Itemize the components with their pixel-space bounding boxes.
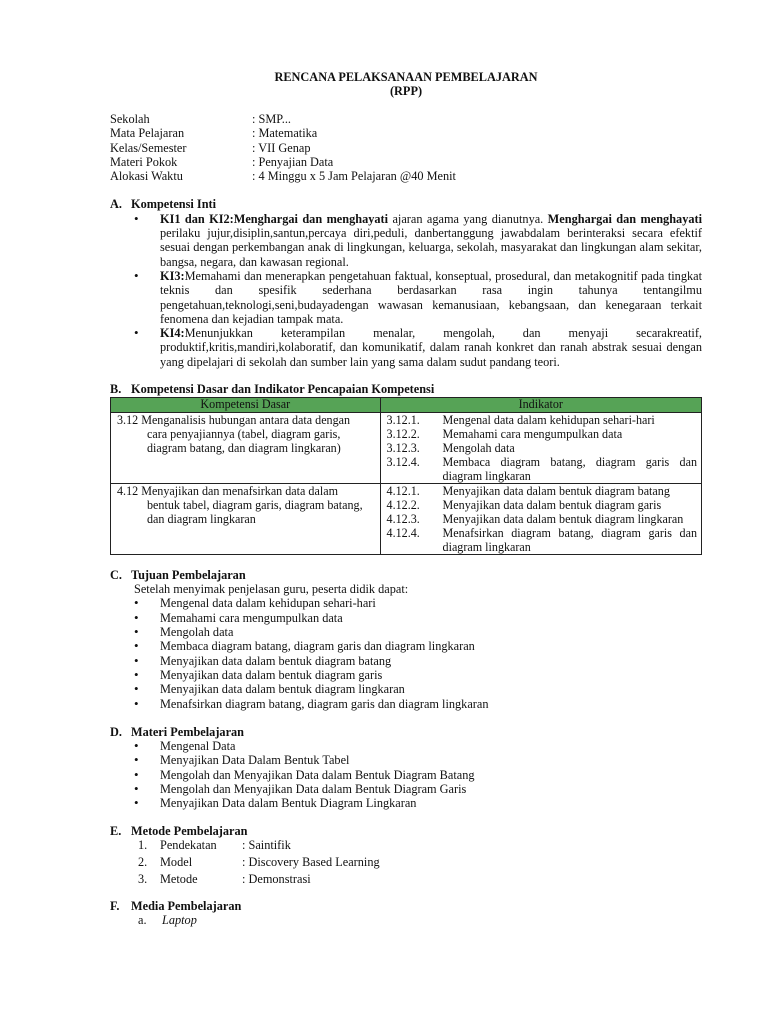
list-item: • Mengolah dan Menyajikan Data dalam Bentuk Diagram Garis [110,782,702,796]
section-heading: C. Tujuan Pembelajaran [110,567,246,582]
identity-block [110,112,702,183]
ki-item-1: • KI1 dan KI2:Menghargai dan menghayati ajaran agama yang dianutnya. Menghargai dan menghayati perilaku jujur,disiplin,santun,percaya diri,peduli, danbertanggung jawabdalam berinteraksi secara efektif sesuai dengan perkembangan anak di lingkungan, keluarga, sekolah, masyarakat dan lingkungan alam sekitar, bangsa, negara, dan kawasan regional. [110,212,702,269]
info-row [110,141,702,155]
list-item: • Menyajikan data dalam bentuk diagram garis [110,668,702,682]
indicator-item: 3.12.2. Memahami cara mengumpulkan data [386,426,623,441]
ki-item-3: • KI3:Memahami dan menerapkan pengetahuan faktual, konseptual, prosedural, dan metakognitif pada tingkat teknis dan spesifik sederhana berdasarkan rasa ingin tahunya tentangilmu pengetahuan,teknologi,seni,budayadengan wawasan kemanusiaan, kebangsaan, dan kenegaraan terkait fenomena dan kejadian tampak mata. [110,269,702,326]
section-heading: D. Materi Pembelajaran [110,724,245,739]
title-line-2: (RPP) [389,84,423,98]
indicator-item: 3.12.1. Mengenal data dalam kehidupan sehari-hari [386,412,655,427]
section-media [110,899,702,928]
section-materi [110,725,702,811]
list-item: • Membaca diagram batang, diagram garis dan diagram lingkaran [110,639,702,653]
info-row [110,126,702,140]
section-heading: A. Kompetensi Inti [110,197,217,212]
list-item: • Menyajikan Data Dalam Bentuk Tabel [110,753,702,767]
section-tujuan [110,568,702,711]
indicator-item: 4.12.2. Menyajikan data dalam bentuk diagram garis [386,497,662,512]
list-item: • Menyajikan data dalam bentuk diagram batang [110,654,702,668]
info-label: Mata Pelajaran [110,126,185,141]
ki-item-4: • KI4:Menunjukkan keterampilan menalar, mengolah, dan menyaji secarakreatif, produktif,kritis,mandiri,kolaboratif, dan komunikatif, dalam ranah konkret dan ranah abstrak sesuai dengan yang dipelajari di sekolah dan sumber lain yang sama dalam sudut pandang teori. [110,326,702,369]
info-label: Alokasi Waktu [110,169,183,184]
table-header-indikator: Indikator [380,398,701,413]
list-item: a. Laptop [138,913,197,928]
section-heading: E. Metode Pembelajaran [110,823,248,838]
section-kompetensi-inti [110,197,702,369]
list-item: • Mengolah dan Menyajikan Data dalam Bentuk Diagram Batang [110,768,702,782]
table-header-kd: Kompetensi Dasar [111,398,381,413]
document-title [110,70,702,98]
list-item: • Memahami cara mengumpulkan data [110,611,702,625]
indicator-item: 4.12.3. Menyajikan data dalam bentuk diagram lingkaran [386,511,684,526]
section-heading: F. Media Pembelajaran [110,898,242,913]
info-row [110,112,702,126]
materi-list [110,739,702,810]
tujuan-list [110,596,702,710]
kd-text: 3.12 Menganalisis hubungan antara data dengan cara penyajiannya (tabel, diagram garis, diagram batang, dan diagram lingkaran) [117,412,351,455]
section-kompetensi-dasar [110,382,702,555]
list-item: • Menyajikan data dalam bentuk diagram lingkaran [110,682,702,696]
table-row [111,483,702,554]
section-heading: B. Kompetensi Dasar dan Indikator Pencapaian Kompetensi [110,382,435,397]
indicator-item: 4.12.4. Menafsirkan diagram batang, diagram garis dan diagram lingkaran [386,525,697,554]
list-item: • Mengolah data [110,625,702,639]
ki-list [110,212,702,369]
info-value: : Penyajian Data [252,154,334,169]
info-label: Sekolah [110,112,150,126]
kd-text: 4.12 Menyajikan dan menafsirkan data dalam bentuk tabel, diagram garis, diagram batang, dan diagram lingkaran [117,483,363,526]
list-item: 2. Model : Discovery Based Learning [138,854,380,869]
table-header-row [111,398,702,413]
kd-indicator-table [110,397,702,555]
indicator-item: 3.12.4. Membaca diagram batang, diagram garis dan diagram lingkaran [386,454,697,483]
list-item: • Mengenal data dalam kehidupan sehari-hari [110,596,702,610]
info-label: Kelas/Semester [110,140,187,155]
document-page [110,70,702,927]
title-line-1: RENCANA PELAKSANAAN PEMBELAJARAN [274,70,538,84]
section-metode [110,824,702,889]
list-item: • Mengenal Data [110,739,702,753]
info-value: : SMP... [252,112,291,126]
info-value: : VII Genap [252,140,311,155]
info-value: : Matematika [252,126,318,141]
indicator-item: 4.12.1. Menyajikan data dalam bentuk diagram batang [386,483,670,498]
list-item: • Menyajikan Data dalam Bentuk Diagram Lingkaran [110,796,702,810]
list-item: 3. Metode : Demonstrasi [138,871,311,886]
info-label: Materi Pokok [110,154,178,169]
list-item: • Menafsirkan diagram batang, diagram garis dan diagram lingkaran [110,697,702,711]
info-value: : 4 Minggu x 5 Jam Pelajaran @40 Menit [252,169,456,184]
table-row [111,412,702,483]
info-row [110,155,702,169]
indicator-item: 3.12.3. Mengolah data [386,440,515,455]
list-item: 1. Pendekatan : Saintifik [138,837,291,852]
info-row [110,169,702,183]
tujuan-intro: Setelah menyimak penjelasan guru, peserta didik dapat: [134,582,409,597]
